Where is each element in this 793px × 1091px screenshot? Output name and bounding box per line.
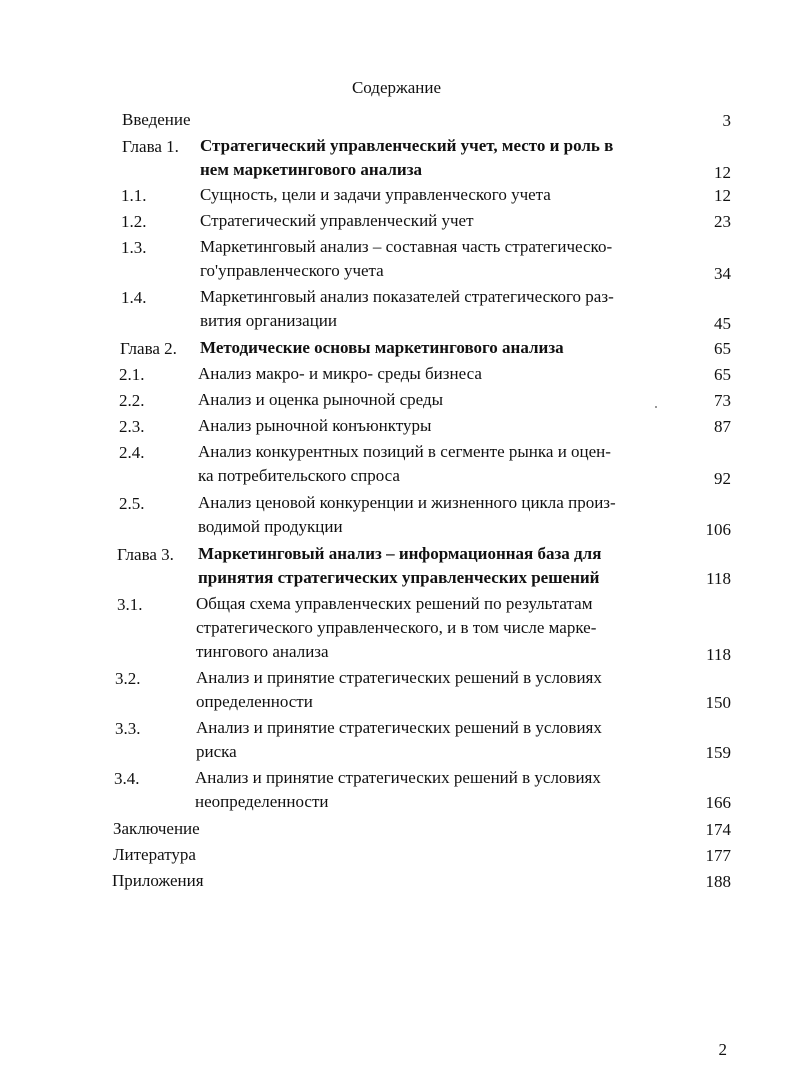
page-number: 2 — [718, 1040, 727, 1059]
toc-entry-page: 118 — [706, 569, 731, 588]
toc-entry-page: 12 — [714, 163, 731, 182]
toc-entry-page: 159 — [705, 743, 731, 762]
toc-entry-title — [112, 869, 204, 893]
toc-entry-title — [198, 388, 443, 412]
toc-entry-page: 73 — [714, 391, 731, 410]
toc-entry-number: 3.1. — [117, 595, 143, 614]
toc-entry-title-line: Стратегический управленческий учет, место и роль в — [200, 136, 614, 155]
toc-entry-title-line: принятия стратегических управленческих решений — [198, 568, 600, 587]
toc-entry-title-line: Анализ конкурентных позиций в сегменте рынка и оцен- — [198, 442, 611, 461]
toc-entry-title-line: го'управленческого учета — [200, 261, 384, 280]
toc-entry-title-line: Стратегический управленческий учет — [200, 211, 474, 230]
toc-entry-title-line: тингового анализа — [196, 642, 329, 661]
toc-entry-title-line: ка потребительского спроса — [198, 466, 400, 485]
toc-entry-title-line: Анализ и принятие стратегических решений в условиях — [196, 718, 602, 737]
toc-entry-title — [200, 285, 614, 333]
toc-entry-title — [198, 440, 611, 488]
toc-entry-title-line: Анализ и принятие стратегических решений в условиях — [195, 768, 601, 787]
toc-entry-title-line: риска — [196, 742, 237, 761]
toc-entry-page: 118 — [706, 645, 731, 664]
toc-entry-number: 1.4. — [121, 288, 147, 307]
toc-entry-page: 12 — [714, 186, 731, 205]
toc-entry-page: 34 — [714, 264, 731, 283]
toc-entry-title — [113, 843, 196, 867]
toc-entry-number: 2.3. — [119, 417, 145, 436]
toc-entry-number: 3.4. — [114, 769, 140, 788]
toc-entry-title-line: водимой продукции — [198, 517, 343, 536]
toc-entry-title-line: определенности — [196, 692, 313, 711]
toc-entry-title-line: Анализ и оценка рыночной среды — [198, 390, 444, 409]
page-title: Содержание — [351, 78, 442, 97]
toc-entry-number: 2.2. — [119, 391, 145, 410]
toc-entry-page: 150 — [705, 693, 731, 712]
toc-entry-title-line: Методические основы маркетингового анализа — [200, 338, 564, 357]
toc-entry-title — [198, 542, 601, 590]
toc-entry-title-line: Анализ рыночной конъюнктуры — [198, 416, 432, 435]
toc-entry-page: 177 — [705, 846, 731, 865]
toc-entry-title — [198, 414, 431, 438]
toc-entry-number: 2.1. — [119, 365, 145, 384]
toc-entry-number: 1.2. — [121, 212, 147, 231]
toc-entry-title-line: Маркетинговый анализ – информационная база для — [198, 544, 602, 563]
toc-entry-title-line: Анализ макро- и микро- среды бизнеса — [198, 364, 482, 383]
toc-entry-page: 166 — [705, 793, 731, 812]
toc-entry-number: 1.1. — [121, 186, 147, 205]
toc-entry-title-line: Анализ и принятие стратегических решений в условиях — [196, 668, 602, 687]
toc-entry-page: 45 — [714, 314, 731, 333]
toc-entry-title — [200, 209, 474, 233]
toc-entry-number: 2.5. — [119, 494, 145, 513]
toc-entry-page: 23 — [714, 212, 731, 231]
toc-entry-title — [200, 134, 613, 182]
toc-entry-title-line: неопределенности — [195, 792, 329, 811]
toc-entry-title — [196, 716, 602, 764]
toc-entry-number: 1.3. — [121, 238, 147, 257]
toc-entry-title — [198, 362, 482, 386]
toc-entry-number: 3.3. — [115, 719, 141, 738]
toc-entry-page: 92 — [714, 469, 731, 488]
toc-entry-title-line: Маркетинговый анализ – составная часть стратегическо- — [200, 237, 613, 256]
toc-entry-number: 3.2. — [115, 669, 141, 688]
toc-entry-number: Глава 2. — [120, 339, 177, 358]
toc-entry-title — [122, 108, 191, 132]
toc-entry-number: Глава 3. — [117, 545, 174, 564]
toc-entry-title — [198, 491, 616, 539]
toc-entry-title — [113, 817, 200, 841]
toc-entry-title — [196, 592, 596, 664]
toc-entry-title-line: Общая схема управленческих решений по результатам — [196, 594, 593, 613]
toc-entry-title-line: Маркетинговый анализ показателей стратегического раз- — [200, 287, 614, 306]
scan-speck — [655, 406, 657, 408]
toc-entry-page: 188 — [705, 872, 731, 891]
toc-entry-page: 65 — [714, 365, 731, 384]
toc-entry-page: 174 — [705, 820, 731, 839]
toc-entry-title — [200, 336, 564, 360]
toc-entry-page: 65 — [714, 339, 731, 358]
toc-entry-number: 2.4. — [119, 443, 145, 462]
toc-entry-number: Глава 1. — [122, 137, 179, 156]
toc-entry-page: 87 — [714, 417, 731, 436]
toc-entry-title — [195, 766, 601, 814]
toc-entry-title-line: Сущность, цели и задачи управленческого учета — [200, 185, 551, 204]
toc-entry-title-line: Приложения — [112, 871, 204, 890]
toc-entry-title-line: Литература — [113, 845, 196, 864]
toc-entry-title-line: Заключение — [113, 819, 200, 838]
toc-entry-title — [200, 183, 551, 207]
toc-entry-title-line: Введение — [122, 110, 191, 129]
toc-entry-title — [196, 666, 602, 714]
toc-entry-page: 106 — [705, 520, 731, 539]
toc-entry-title-line: стратегического управленческого, и в том числе марке- — [196, 618, 597, 637]
toc-entry-title-line: вития организации — [200, 311, 337, 330]
toc-entry-title-line: нем маркетингового анализа — [200, 160, 423, 179]
toc-entry-title-line: Анализ ценовой конкуренции и жизненного цикла произ- — [198, 493, 616, 512]
toc-entry-page: 3 — [722, 111, 731, 130]
toc-entry-title — [200, 235, 612, 283]
